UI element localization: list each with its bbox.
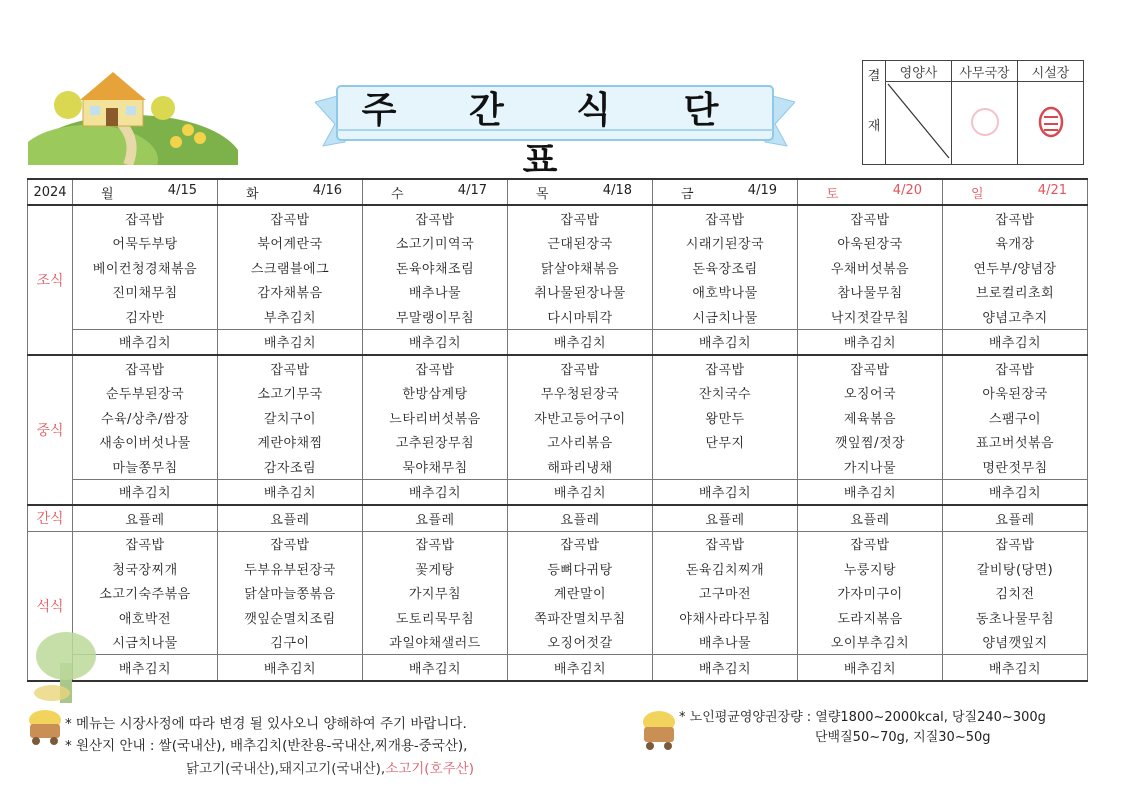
- menu-item: 돈육야채조림: [363, 255, 508, 280]
- menu-item: 시금치나물: [73, 630, 218, 655]
- day-date: 4/20: [892, 182, 922, 198]
- menu-item: 무우청된장국: [508, 381, 653, 406]
- menu-item: 잡곡밥: [508, 355, 653, 381]
- day-date: 4/15: [167, 182, 197, 198]
- menu-item: 동초나물무침: [943, 605, 1088, 630]
- menu-item: 진미채무침: [73, 280, 218, 305]
- menu-item: 배추김치: [653, 329, 798, 355]
- table-row: [28, 329, 1088, 355]
- approval-header-director: 시설장: [1018, 61, 1084, 82]
- menu-item: 깻잎찜/젓장: [798, 430, 943, 455]
- meal-label: 간식: [28, 505, 73, 531]
- approval-header-nutritionist: 영양사: [886, 61, 952, 82]
- menu-item: 명란젓무침: [943, 454, 1088, 479]
- table-row: [28, 531, 1088, 556]
- menu-item: 시래기된장국: [653, 231, 798, 256]
- approval-label: 결 재: [863, 61, 886, 165]
- menu-item: 애호박나물: [653, 280, 798, 305]
- menu-item: 아욱된장국: [943, 381, 1088, 406]
- table-row: [28, 630, 1088, 655]
- menu-item: 배추김치: [73, 329, 218, 355]
- menu-item: 배추김치: [363, 329, 508, 355]
- day-header: [943, 179, 1088, 205]
- weekly-menu-table: [27, 178, 1088, 682]
- menu-item: 배추김치: [218, 479, 363, 505]
- menu-item: 소고기숙주볶음: [73, 581, 218, 606]
- menu-item: 표고버섯볶음: [943, 430, 1088, 455]
- menu-item: 배추김치: [653, 479, 798, 505]
- approval-sign-office-manager: [952, 82, 1018, 165]
- menu-item: 요플레: [798, 505, 943, 531]
- menu-item: 쪽파잔멸치무침: [508, 605, 653, 630]
- menu-item: 부추김치: [218, 304, 363, 329]
- menu-item: 잡곡밥: [798, 531, 943, 556]
- year-cell: 2024: [28, 179, 73, 205]
- menu-item: 잡곡밥: [798, 355, 943, 381]
- menu-item: 배추김치: [943, 655, 1088, 681]
- menu-item: 돈육장조림: [653, 255, 798, 280]
- nutrition-note: * 노인평균영양권장량 : 열량1800~2000kcal, 당질240~300g: [679, 710, 1046, 725]
- table-row: [28, 581, 1088, 606]
- menu-item: 도토리묵무침: [363, 605, 508, 630]
- menu-item: 잡곡밥: [218, 205, 363, 231]
- menu-item: 등뼈다귀탕: [508, 556, 653, 581]
- menu-item: 배추김치: [218, 655, 363, 681]
- menu-item: 양념깻잎지: [943, 630, 1088, 655]
- menu-item: 오징어국: [798, 381, 943, 406]
- approval-header-office-manager: 사무국장: [952, 61, 1018, 82]
- menu-item: 요플레: [363, 505, 508, 531]
- day-header: [363, 179, 508, 205]
- menu-item: 계란야채찜: [218, 430, 363, 455]
- table-row: [28, 280, 1088, 305]
- menu-item: 요플레: [218, 505, 363, 531]
- meal-label: 중식: [28, 355, 73, 505]
- menu-item: 깻잎순멸치조림: [218, 605, 363, 630]
- menu-item: 꽃게탕: [363, 556, 508, 581]
- table-header-row: [28, 179, 1088, 205]
- menu-item: 해파리냉채: [508, 454, 653, 479]
- menu-item: 잡곡밥: [73, 531, 218, 556]
- day-date: 4/16: [312, 182, 342, 198]
- menu-item: 배추김치: [508, 479, 653, 505]
- day-header: [218, 179, 363, 205]
- menu-item: 김자반: [73, 304, 218, 329]
- table-row: [28, 255, 1088, 280]
- menu-item: 한방삼계탕: [363, 381, 508, 406]
- menu-item: 잡곡밥: [363, 355, 508, 381]
- day-date: 4/18: [602, 182, 632, 198]
- menu-item: 새송이버섯나물: [73, 430, 218, 455]
- menu-item: 배추김치: [218, 329, 363, 355]
- menu-item: 근대된장국: [508, 231, 653, 256]
- menu-item: 닭살마늘쫑볶음: [218, 581, 363, 606]
- menu-item: 김구이: [218, 630, 363, 655]
- menu-item: 돈육김치찌개: [653, 556, 798, 581]
- house-on-hill-illustration: [28, 60, 238, 165]
- meal-label: 조식: [28, 205, 73, 355]
- menu-item: 잡곡밥: [508, 531, 653, 556]
- menu-item: 잡곡밥: [653, 355, 798, 381]
- menu-item: 배추김치: [363, 655, 508, 681]
- menu-item: 아욱된장국: [798, 231, 943, 256]
- menu-item: 잡곡밥: [653, 531, 798, 556]
- day-name: 목: [536, 186, 549, 202]
- menu-item: 순두부된장국: [73, 381, 218, 406]
- menu-item: 제육볶음: [798, 405, 943, 430]
- menu-item: 소고기미역국: [363, 231, 508, 256]
- menu-item: 누룽지탕: [798, 556, 943, 581]
- day-header: [798, 179, 943, 205]
- day-header: [653, 179, 798, 205]
- menu-item: 다시마튀각: [508, 304, 653, 329]
- table-row: [28, 479, 1088, 505]
- menu-item: 잡곡밥: [508, 205, 653, 231]
- menu-item: 잡곡밥: [363, 531, 508, 556]
- menu-item: 무말랭이무침: [363, 304, 508, 329]
- menu-item: 낙지젓갈무침: [798, 304, 943, 329]
- red-seal-icon: [1018, 82, 1083, 160]
- menu-item: 어묵두부탕: [73, 231, 218, 256]
- table-row: [28, 430, 1088, 455]
- table-row: [28, 405, 1088, 430]
- table-row: [28, 454, 1088, 479]
- menu-item: 소고기무국: [218, 381, 363, 406]
- table-row: [28, 556, 1088, 581]
- menu-item: 요플레: [943, 505, 1088, 531]
- menu-item: 잡곡밥: [218, 355, 363, 381]
- faint-seal-icon: [952, 82, 1017, 160]
- menu-item: 오징어젓갈: [508, 630, 653, 655]
- day-name: 토: [826, 186, 839, 202]
- menu-item: 청국장찌개: [73, 556, 218, 581]
- menu-item: 배추김치: [363, 479, 508, 505]
- menu-item: 배추김치: [73, 479, 218, 505]
- table-row: [28, 505, 1088, 531]
- menu-item: 브로컬리초회: [943, 280, 1088, 305]
- menu-item: 연두부/양념장: [943, 255, 1088, 280]
- menu-item: 육개장: [943, 231, 1088, 256]
- menu-item: 잡곡밥: [943, 531, 1088, 556]
- menu-item: 잡곡밥: [363, 205, 508, 231]
- approval-sign-director: [1018, 82, 1084, 165]
- menu-item: 단무지: [653, 430, 798, 455]
- diagonal-line-icon: [886, 82, 951, 160]
- menu-item: 잔치국수: [653, 381, 798, 406]
- menu-item: 계란말이: [508, 581, 653, 606]
- table-row: [28, 381, 1088, 406]
- menu-item: 가지나물: [798, 454, 943, 479]
- menu-item: 과일야채샐러드: [363, 630, 508, 655]
- table-row: [28, 605, 1088, 630]
- menu-item: 도라지볶음: [798, 605, 943, 630]
- menu-item: 고구마전: [653, 581, 798, 606]
- menu-item: 요플레: [508, 505, 653, 531]
- table-row: [28, 355, 1088, 381]
- menu-item: 가자미구이: [798, 581, 943, 606]
- menu-item: 감자채볶음: [218, 280, 363, 305]
- menu-item: 야채사라다무침: [653, 605, 798, 630]
- menu-item: 고추된장무침: [363, 430, 508, 455]
- menu-item: 자반고등어구이: [508, 405, 653, 430]
- origin-note-continued: 닭고기(국내산),돼지고기(국내산),소고기(호주산): [186, 761, 474, 777]
- menu-item: 배추김치: [508, 329, 653, 355]
- menu-item: 잡곡밥: [653, 205, 798, 231]
- menu-item: 취나물된장나물: [508, 280, 653, 305]
- menu-item: 잡곡밥: [73, 355, 218, 381]
- menu-item: 왕만두: [653, 405, 798, 430]
- menu-item: 요플레: [653, 505, 798, 531]
- table-row: [28, 655, 1088, 681]
- menu-change-note: * 메뉴는 시장사정에 따라 변경 될 있사오니 양해하여 주기 바랍니다.: [65, 716, 467, 732]
- table-row: [28, 304, 1088, 329]
- meal-label: 석식: [28, 531, 73, 681]
- day-header: [508, 179, 653, 205]
- approval-sign-nutritionist: [886, 82, 952, 165]
- menu-item: 고사리볶음: [508, 430, 653, 455]
- day-header: [73, 179, 218, 205]
- menu-item: 스팸구이: [943, 405, 1088, 430]
- menu-item: 배추김치: [798, 479, 943, 505]
- menu-item: 북어계란국: [218, 231, 363, 256]
- menu-item: 닭살야채볶음: [508, 255, 653, 280]
- day-date: 4/17: [457, 182, 487, 198]
- menu-item: 참나물무침: [798, 280, 943, 305]
- menu-item: 잡곡밥: [943, 205, 1088, 231]
- menu-item: 수육/상추/쌈장: [73, 405, 218, 430]
- menu-item: 베이컨청경채볶음: [73, 255, 218, 280]
- menu-item: 가지무침: [363, 581, 508, 606]
- menu-item: 잡곡밥: [943, 355, 1088, 381]
- day-name: 수: [391, 186, 404, 202]
- menu-item: 배추김치: [798, 655, 943, 681]
- menu-item: 느타리버섯볶음: [363, 405, 508, 430]
- menu-item: [653, 454, 798, 479]
- menu-item: 묵야채무침: [363, 454, 508, 479]
- menu-item: 배추김치: [798, 329, 943, 355]
- menu-item: 잡곡밥: [798, 205, 943, 231]
- menu-item: 잡곡밥: [73, 205, 218, 231]
- menu-item: 배추김치: [508, 655, 653, 681]
- menu-item: 스크램블에그: [218, 255, 363, 280]
- page-title: 주 간 식 단 표: [361, 90, 749, 181]
- menu-item: 오이부추김치: [798, 630, 943, 655]
- menu-item: 배추나물: [363, 280, 508, 305]
- cart-icon: [24, 708, 66, 746]
- nutrition-note-continued: 단백질50~70g, 지질30~50g: [815, 730, 991, 745]
- menu-item: 마늘쫑무침: [73, 454, 218, 479]
- approval-box: [862, 60, 1084, 165]
- day-date: 4/21: [1037, 182, 1067, 198]
- menu-item: 배추김치: [73, 655, 218, 681]
- menu-item: 양념고추지: [943, 304, 1088, 329]
- menu-item: 우채버섯볶음: [798, 255, 943, 280]
- table-row: [28, 205, 1088, 231]
- menu-item: 시금치나물: [653, 304, 798, 329]
- menu-item: 애호박전: [73, 605, 218, 630]
- menu-item: 배추김치: [943, 329, 1088, 355]
- cart-icon: [638, 708, 680, 752]
- menu-item: 갈치구이: [218, 405, 363, 430]
- day-name: 월: [101, 186, 114, 202]
- menu-item: 요플레: [73, 505, 218, 531]
- origin-note: * 원산지 안내 : 쌀(국내산), 배추김치(반찬용-국내산,찌개용-중국산),: [65, 738, 468, 754]
- day-name: 금: [681, 186, 694, 202]
- day-name: 일: [971, 186, 984, 202]
- day-date: 4/19: [747, 182, 777, 198]
- day-name: 화: [246, 186, 259, 202]
- menu-item: 잡곡밥: [218, 531, 363, 556]
- tree-illustration: [32, 628, 102, 703]
- menu-item: 김치전: [943, 581, 1088, 606]
- menu-item: 배추나물: [653, 630, 798, 655]
- menu-item: 배추김치: [653, 655, 798, 681]
- table-row: [28, 231, 1088, 256]
- menu-item: 배추김치: [943, 479, 1088, 505]
- menu-item: 두부유부된장국: [218, 556, 363, 581]
- menu-item: 감자조림: [218, 454, 363, 479]
- menu-item: 갈비탕(당면): [943, 556, 1088, 581]
